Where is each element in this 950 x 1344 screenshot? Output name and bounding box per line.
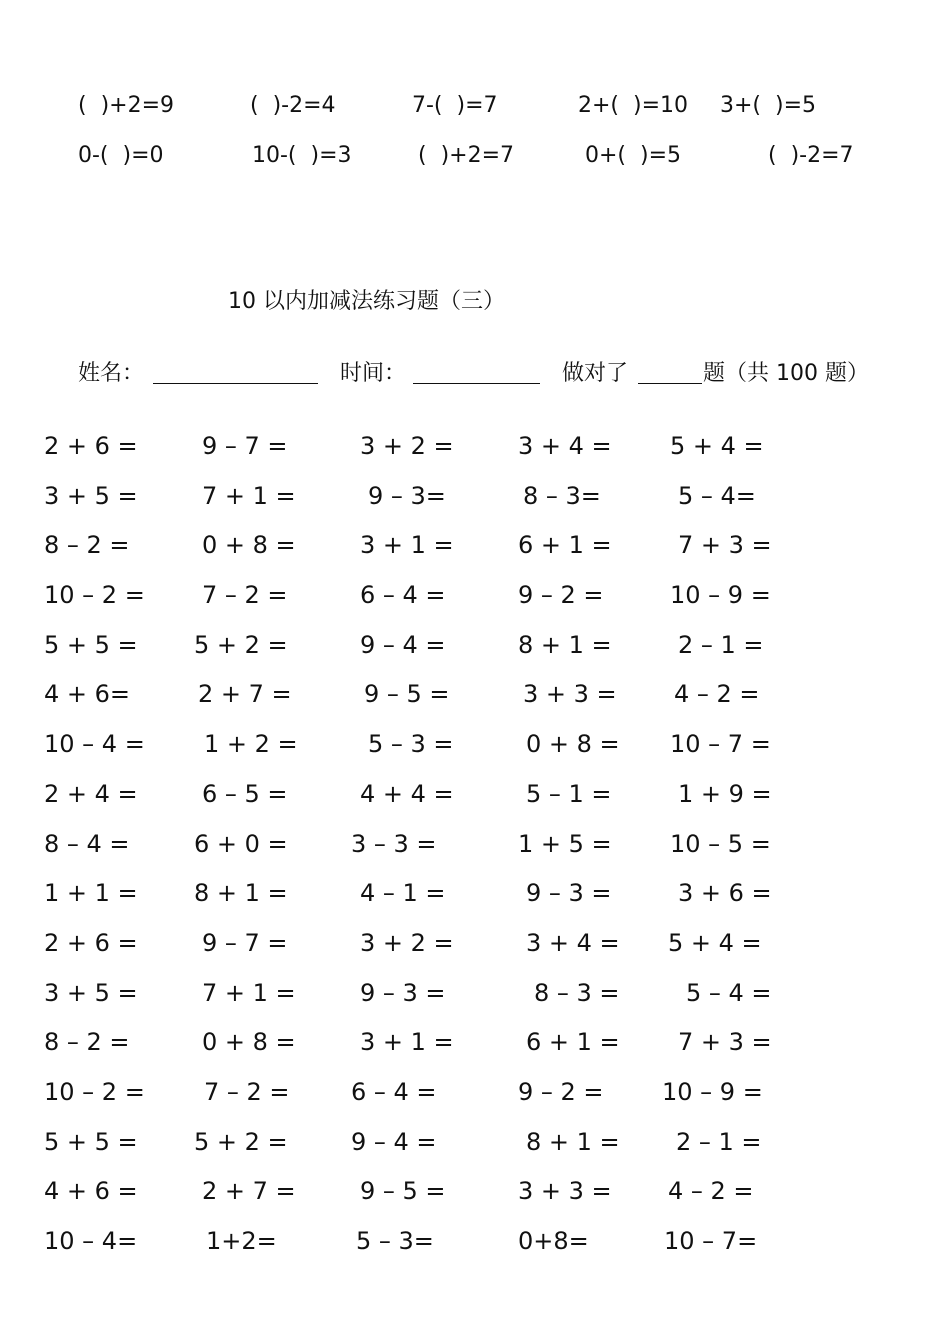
arithmetic-problem: 6 + 0 = (194, 829, 288, 858)
problem-row (0, 822, 950, 872)
worksheet-title: 10 以内加减法练习题（三） (228, 289, 505, 314)
fill-in-problem: ( )+2=9 (78, 93, 175, 118)
arithmetic-problem: 6 – 4 = (360, 581, 446, 610)
problem-row (0, 672, 950, 722)
fill-in-problem: 0-( )=0 (78, 143, 164, 168)
arithmetic-problem: 8 + 1 = (518, 630, 612, 659)
arithmetic-problem: 9 – 2 = (518, 581, 604, 610)
arithmetic-problem: 2 – 1 = (678, 630, 764, 659)
arithmetic-problem: 1 + 9 = (678, 779, 772, 808)
arithmetic-problem: 5 – 1 = (526, 779, 612, 808)
arithmetic-problem: 9 – 3 = (360, 978, 446, 1007)
problem-row (0, 1020, 950, 1070)
problem-row (0, 474, 950, 524)
arithmetic-problem: 6 – 5 = (202, 779, 288, 808)
arithmetic-problem: 3 + 2 = (360, 928, 454, 957)
info-line (0, 352, 950, 396)
problem-row (0, 772, 950, 822)
arithmetic-problem: 9 – 7 = (202, 928, 288, 957)
arithmetic-problem: 5 – 3 = (368, 730, 454, 759)
arithmetic-problem: 6 – 4 = (351, 1077, 437, 1106)
arithmetic-problem: 3 + 5 = (44, 481, 138, 510)
fill-in-problem: 0+( )=5 (585, 143, 682, 168)
fill-in-problem: 10-( )=3 (252, 143, 352, 168)
arithmetic-problem: 4 + 6= (44, 680, 131, 709)
arithmetic-problem: 0 + 8 = (526, 730, 620, 759)
arithmetic-problem: 8 – 3 = (534, 978, 620, 1007)
arithmetic-problem: 4 – 2 = (674, 680, 760, 709)
arithmetic-problem: 9 – 5 = (360, 1177, 446, 1206)
correct-label: 做对了 (562, 361, 629, 386)
problem-row (0, 1070, 950, 1120)
arithmetic-problem: 5 – 4= (678, 481, 756, 510)
arithmetic-problem: 4 – 2 = (668, 1177, 754, 1206)
arithmetic-problem: 7 + 1 = (202, 978, 296, 1007)
arithmetic-problem: 2 + 6 = (44, 928, 138, 957)
problem-row (0, 623, 950, 673)
arithmetic-problem: 0 + 8 = (202, 531, 296, 560)
arithmetic-problem: 1 + 5 = (518, 829, 612, 858)
arithmetic-problem: 7 – 2 = (202, 581, 288, 610)
fill-in-problem: 3+( )=5 (720, 93, 817, 118)
arithmetic-problem: 8 – 3= (523, 481, 601, 510)
problem-grid (0, 424, 950, 1269)
name-label: 姓名： (78, 361, 145, 386)
arithmetic-problem: 5 + 2 = (194, 1127, 288, 1156)
arithmetic-problem: 2 + 7 = (202, 1177, 296, 1206)
arithmetic-problem: 10 – 4= (44, 1227, 138, 1255)
arithmetic-problem: 10 – 2 = (44, 1077, 145, 1106)
arithmetic-problem: 3 + 1 = (360, 531, 454, 560)
arithmetic-problem: 8 + 1 = (194, 879, 288, 908)
arithmetic-problem: 2 – 1 = (676, 1127, 762, 1156)
time-blank[interactable] (413, 383, 540, 384)
arithmetic-problem: 3 + 6 = (678, 879, 772, 908)
fill-in-row (0, 136, 950, 176)
arithmetic-problem: 7 + 3 = (678, 531, 772, 560)
arithmetic-problem: 9 – 3 = (526, 879, 612, 908)
name-blank[interactable] (153, 383, 318, 384)
arithmetic-problem: 5 + 2 = (194, 630, 288, 659)
problem-row (0, 1219, 950, 1269)
arithmetic-problem: 5 – 4 = (686, 978, 772, 1007)
arithmetic-problem: 10 – 4 = (44, 730, 145, 759)
arithmetic-problem: 3 – 3 = (351, 829, 437, 858)
problem-row (0, 573, 950, 623)
arithmetic-problem: 1 + 1 = (44, 879, 138, 908)
arithmetic-problem: 8 – 2 = (44, 531, 130, 560)
arithmetic-problem: 0 + 8 = (202, 1028, 296, 1057)
arithmetic-problem: 9 – 7 = (202, 432, 288, 460)
fill-in-problem: ( )+2=7 (418, 143, 515, 168)
fill-in-problem: 2+( )=10 (578, 93, 689, 118)
arithmetic-problem: 2 + 4 = (44, 779, 138, 808)
arithmetic-problem: 4 – 1 = (360, 879, 446, 908)
arithmetic-problem: 10 – 9 = (670, 581, 771, 610)
arithmetic-problem: 3 + 1 = (360, 1028, 454, 1057)
problem-row (0, 1120, 950, 1170)
arithmetic-problem: 7 – 2 = (204, 1077, 290, 1106)
arithmetic-problem: 5 – 3= (356, 1227, 434, 1255)
arithmetic-problem: 10 – 5 = (670, 829, 771, 858)
problem-row (0, 971, 950, 1021)
arithmetic-problem: 6 + 1 = (526, 1028, 620, 1057)
fill-in-row (0, 86, 950, 126)
arithmetic-problem: 5 + 4 = (670, 432, 764, 460)
arithmetic-problem: 3 + 2 = (360, 432, 454, 460)
arithmetic-problem: 1 + 2 = (204, 730, 298, 759)
arithmetic-problem: 9 – 3= (368, 481, 446, 510)
arithmetic-problem: 9 – 4 = (360, 630, 446, 659)
arithmetic-problem: 8 – 2 = (44, 1028, 130, 1057)
problem-row (0, 424, 950, 474)
arithmetic-problem: 0+8= (518, 1227, 589, 1255)
arithmetic-problem: 3 + 4 = (518, 432, 612, 460)
arithmetic-problem: 5 + 5 = (44, 1127, 138, 1156)
arithmetic-problem: 10 – 9 = (662, 1077, 763, 1106)
arithmetic-problem: 1+2= (206, 1227, 277, 1255)
arithmetic-problem: 5 + 4 = (668, 928, 762, 957)
arithmetic-problem: 10 – 7 = (670, 730, 771, 759)
arithmetic-problem: 8 + 1 = (526, 1127, 620, 1156)
arithmetic-problem: 5 + 5 = (44, 630, 138, 659)
fill-in-problem: 7-( )=7 (412, 93, 498, 118)
arithmetic-problem: 9 – 4 = (351, 1127, 437, 1156)
arithmetic-problem: 10 – 7= (664, 1227, 758, 1255)
fill-in-problem: ( )-2=7 (768, 143, 854, 168)
time-label: 时间： (340, 361, 407, 386)
problem-row (0, 1169, 950, 1219)
problem-row (0, 523, 950, 573)
arithmetic-problem: 9 – 5 = (364, 680, 450, 709)
arithmetic-problem: 2 + 7 = (198, 680, 292, 709)
arithmetic-problem: 10 – 2 = (44, 581, 145, 610)
correct-count-blank[interactable] (638, 383, 702, 384)
arithmetic-problem: 7 + 1 = (202, 481, 296, 510)
arithmetic-problem: 6 + 1 = (518, 531, 612, 560)
arithmetic-problem: 3 + 4 = (526, 928, 620, 957)
problem-row (0, 722, 950, 772)
problem-row (0, 921, 950, 971)
arithmetic-problem: 4 + 4 = (360, 779, 454, 808)
arithmetic-problem: 4 + 6 = (44, 1177, 138, 1206)
arithmetic-problem: 3 + 5 = (44, 978, 138, 1007)
arithmetic-problem: 2 + 6 = (44, 432, 138, 460)
fill-in-problem: ( )-2=4 (250, 93, 336, 118)
arithmetic-problem: 9 – 2 = (518, 1077, 604, 1106)
arithmetic-problem: 3 + 3 = (518, 1177, 612, 1206)
problem-row (0, 871, 950, 921)
arithmetic-problem: 3 + 3 = (523, 680, 617, 709)
arithmetic-problem: 8 – 4 = (44, 829, 130, 858)
arithmetic-problem: 7 + 3 = (678, 1028, 772, 1057)
total-label: 题（共 100 题） (703, 361, 869, 386)
